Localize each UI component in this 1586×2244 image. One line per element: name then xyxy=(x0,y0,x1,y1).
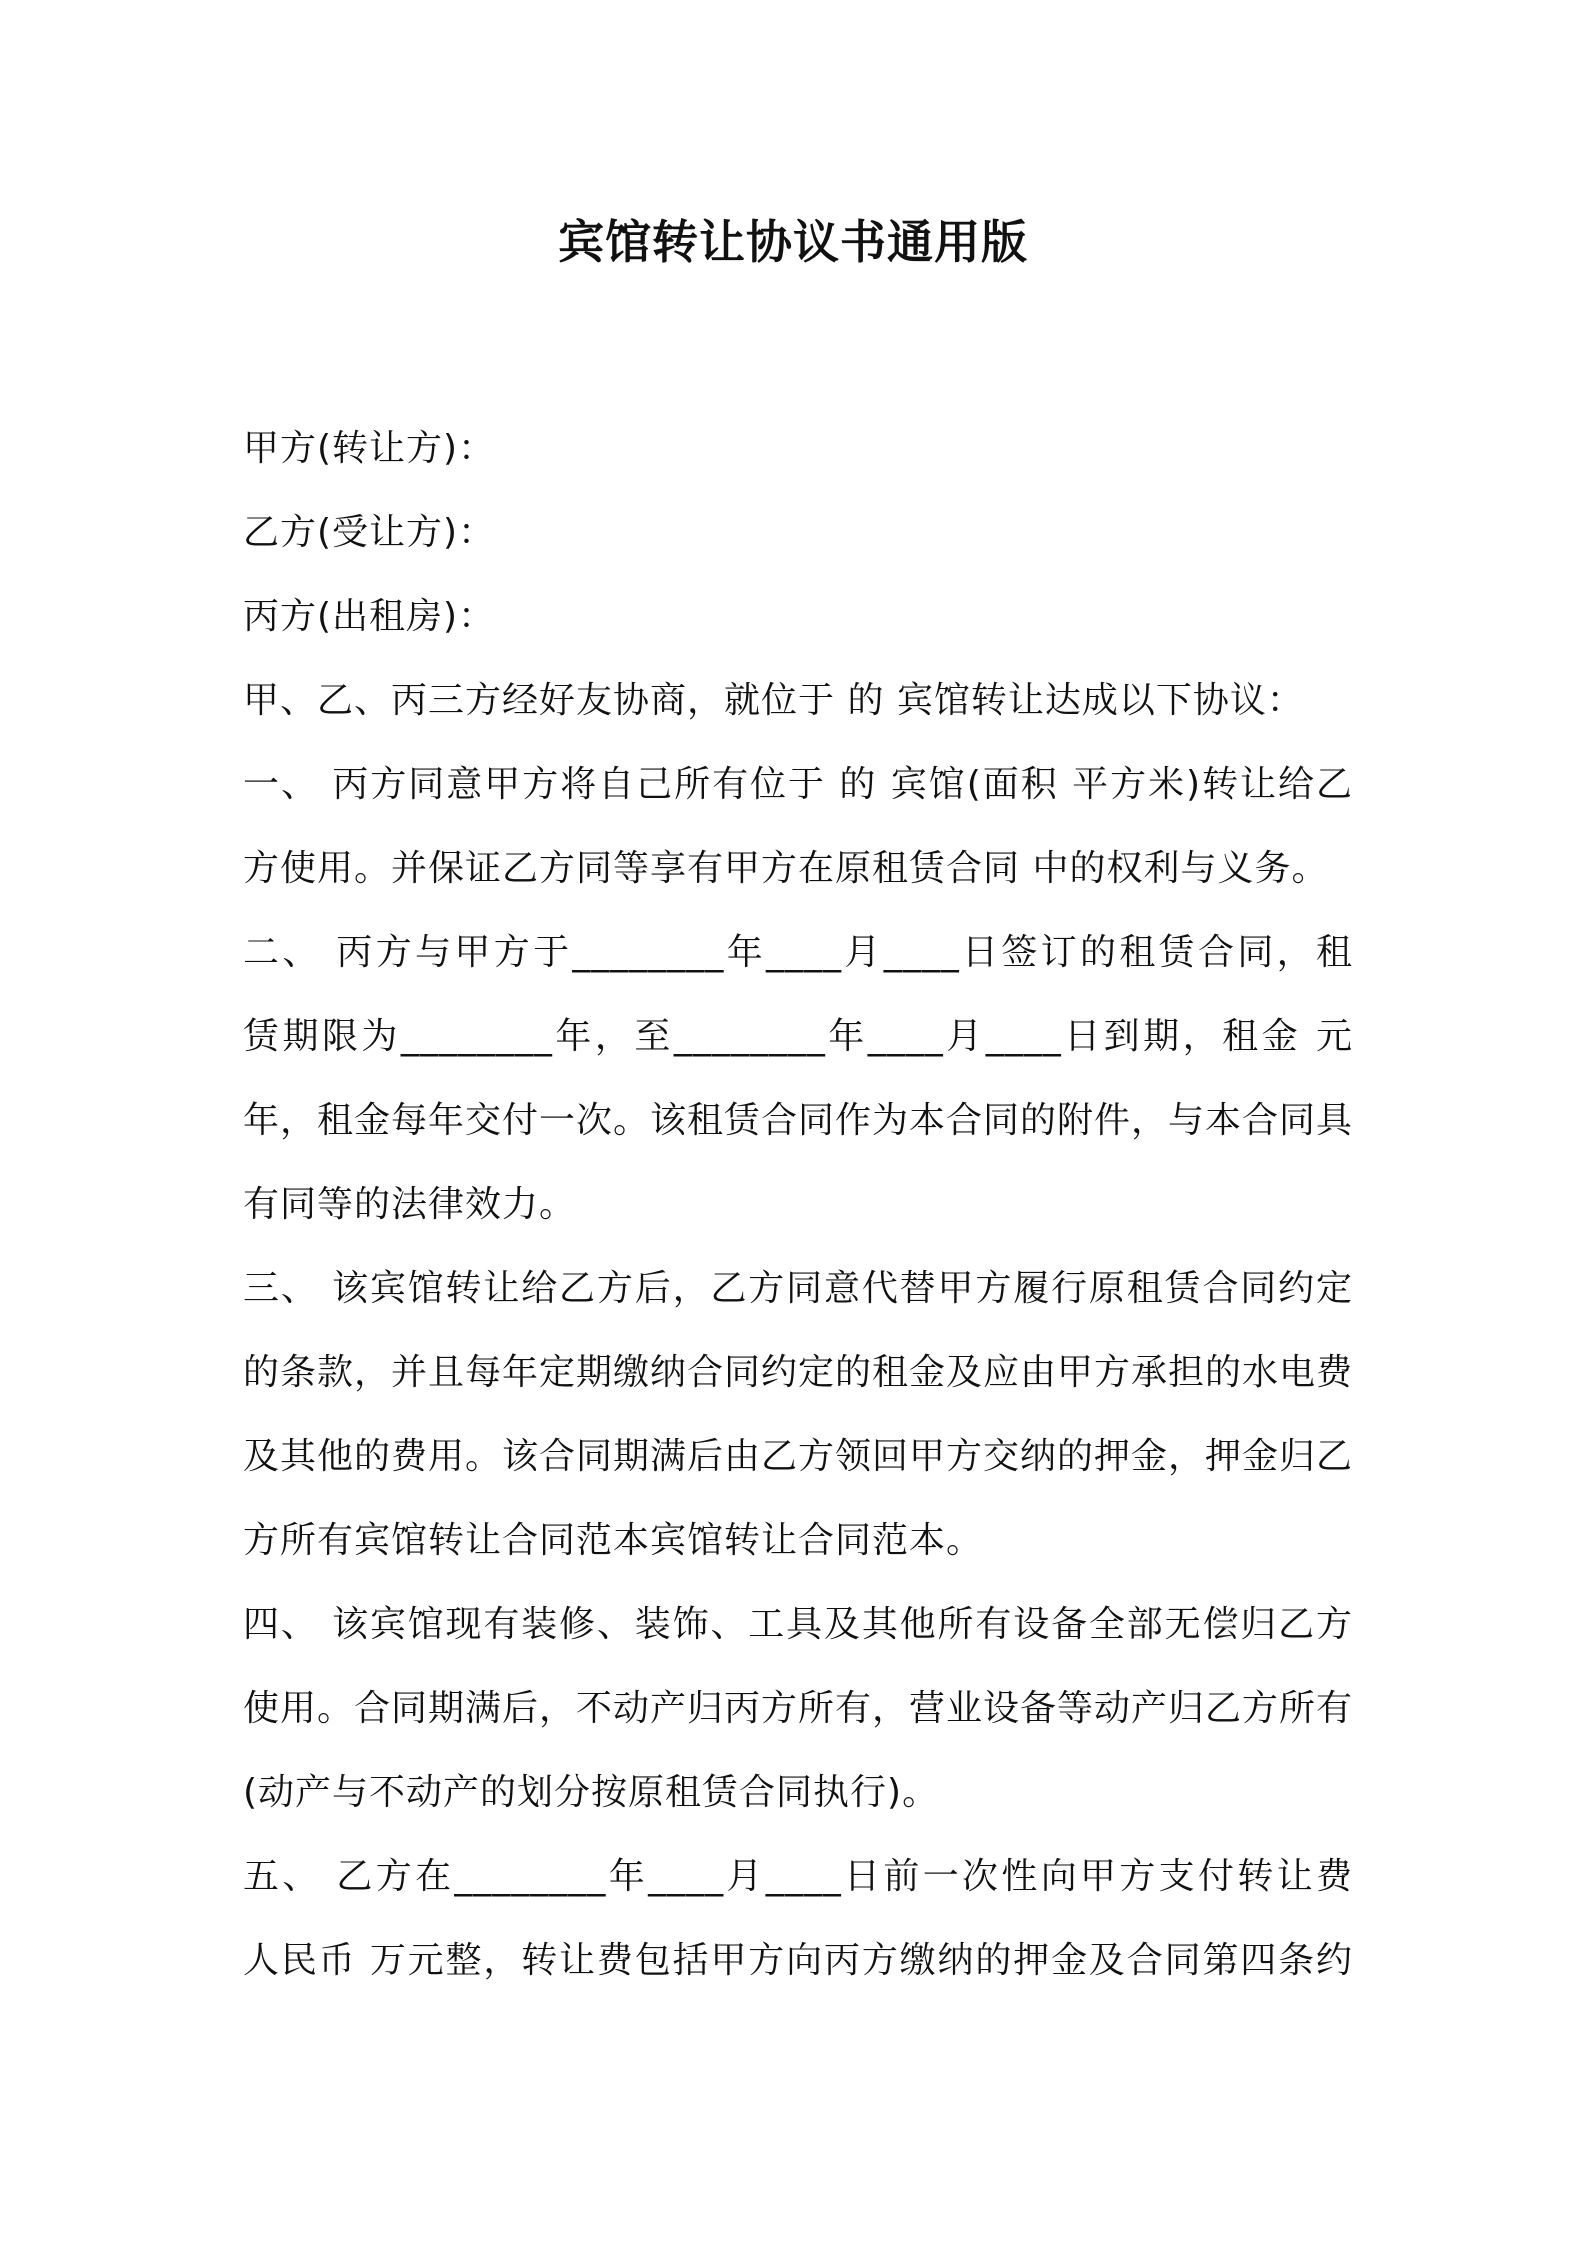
clause-2-line-4: 有同等的法律效力。 xyxy=(243,1184,577,1225)
clause-2-line-2: 赁期限为________年，至________年____月____日到期，租金 元 xyxy=(243,1016,1353,1057)
clause-5-line-1: 五、 乙方在________年____月____日前一次性向甲方支付转让费 xyxy=(243,1856,1353,1897)
clause-2-line-1: 二、 丙方与甲方于________年____月____日签订的租赁合同，租 xyxy=(243,932,1353,973)
clause-4-line-2: 使用。合同期满后，不动产归丙方所有，营业设备等动产归乙方所有 xyxy=(243,1688,1354,1729)
clause-3-line-2: 的条款，并且每年定期缴纳合同约定的租金及应由甲方承担的水电费 xyxy=(243,1352,1354,1393)
clause-1-line-1: 一、 丙方同意甲方将自己所有位于 的 宾馆(面积 平方米)转让给乙 xyxy=(243,764,1353,805)
clause-5-line-2: 人民币 万元整，转让费包括甲方向丙方缴纳的押金及合同第四条约 xyxy=(243,1940,1353,1981)
clause-3-line-4: 方所有宾馆转让合同范本宾馆转让合同范本。 xyxy=(243,1520,984,1561)
party-c-line: 丙方(出租房)： xyxy=(243,596,496,637)
clause-4-line-1: 四、 该宾馆现有装修、装饰、工具及其他所有设备全部无偿归乙方 xyxy=(243,1604,1353,1645)
document-body xyxy=(243,407,1353,2003)
clause-2-line-3: 年，租金每年交付一次。该租赁合同作为本合同的附件，与本合同具 xyxy=(243,1100,1354,1141)
document-title: 宾馆转让协议书通用版 xyxy=(558,215,1028,269)
clause-1-line-2: 方使用。并保证乙方同等享有甲方在原租赁合同 中的权利与义务。 xyxy=(243,848,1329,889)
preamble-line: 甲、乙、丙三方经好友协商，就位于 的 宾馆转让达成以下协议： xyxy=(243,680,1304,721)
clause-4-line-3: (动产与不动产的划分按原租赁合同执行)。 xyxy=(243,1772,940,1813)
party-a-line: 甲方(转让方)： xyxy=(243,428,496,469)
party-b-line: 乙方(受让方)： xyxy=(243,512,496,553)
clause-3-line-3: 及其他的费用。该合同期满后由乙方领回甲方交纳的押金，押金归乙 xyxy=(243,1436,1354,1477)
clause-3-line-1: 三、 该宾馆转让给乙方后，乙方同意代替甲方履行原租赁合同约定 xyxy=(243,1268,1353,1309)
